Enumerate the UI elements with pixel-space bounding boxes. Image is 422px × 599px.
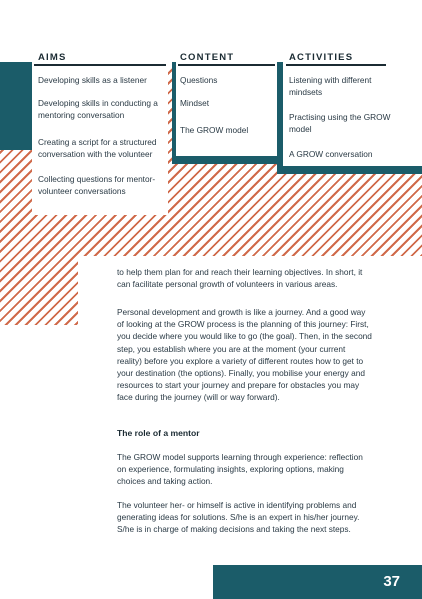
body-paragraph: Personal development and growth is like a journey. And a good way of looking at the GROW process is the planning of this journey: First, you decide where you would like to go (the goal). Then, in the second step, you establish where you are at the moment (your current reality) before you explore a variety of different routes how to get to your destination (the options). Finally, you mobilise your energy and resources to start your journey and prepare for obstacles you may face during the journey (will or way forward). (117, 307, 372, 403)
content-item: The GROW model (180, 125, 249, 135)
aims-item: Collecting questions for mentor-volunteer conversations (38, 174, 156, 196)
activities-header: ACTIVITIES (289, 52, 354, 63)
page-number: 37 (383, 573, 400, 590)
footer-bar (213, 565, 422, 599)
body-paragraph: The GROW model supports learning through experience: reflection on experience, formulating insights, exploring options, making choices and taking action. (117, 452, 363, 487)
content-item: Questions (180, 75, 218, 85)
aims-item: Creating a script for a structured conversation with the volunteer (38, 137, 157, 159)
activities-item: A GROW conversation (289, 149, 373, 159)
aims-item: Developing skills in conducting a mentoring conversation (38, 98, 158, 120)
activities-divider (286, 64, 386, 66)
aims-item: Developing skills as a listener (38, 75, 147, 85)
body-paragraph: to help them plan for and reach their learning objectives. In short, it can facilitate personal growth of volunteers in various areas. (117, 267, 363, 290)
body-paragraph: The volunteer her- or himself is active in identifying problems and generating ideas for solutions. S/he is an expert in his/her journey. S/he is in charge of making decisions and taking the next steps. (117, 500, 360, 535)
content-item: Mindset (180, 98, 210, 108)
content-divider (178, 64, 275, 66)
aims-header: AIMS (38, 52, 67, 63)
activities-item: Listening with different mindsets (289, 75, 372, 97)
section-heading: The role of a mentor (117, 428, 200, 438)
aims-divider (34, 64, 166, 66)
teal-block-left (0, 62, 32, 150)
content-header: CONTENT (180, 52, 235, 63)
activities-item: Practising using the GROW model (289, 112, 391, 134)
